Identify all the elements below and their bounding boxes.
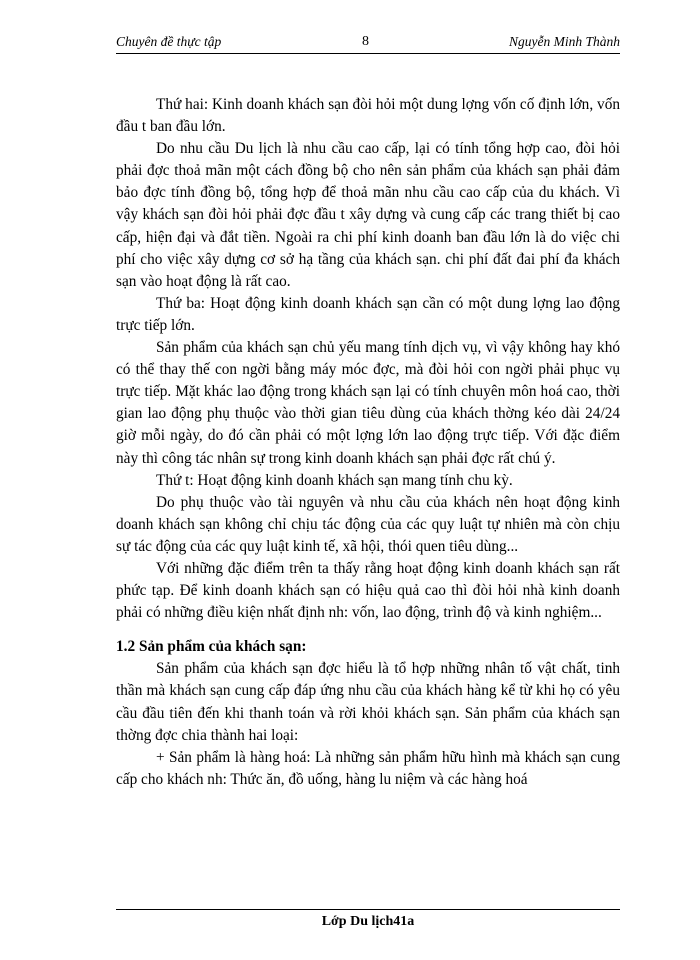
paragraph: Thứ t: Hoạt động kinh doanh khách sạn mang tính chu kỳ.	[156, 471, 513, 489]
paragraph: Sản phẩm của khách sạn chủ yếu mang tính dịch vụ, vì vậy không hay khó có thể thay thế con ngời bằng máy móc đợc, mà đòi hỏi con ngời phải phục vụ trực tiếp. Mặt khác lao động trong khách sạn lại có tính chuyên môn hoá cao, thời gian lao động phụ thuộc vào thời gian tiêu dùng của khách thờng kéo dài 24/24 giờ mỗi ngày, do đó cần phải có một lợng lớn lao động trực tiếp. Với đặc điểm này thì công tác nhân sự trong kinh doanh khách sạn phải đợc rất chú ý.	[116, 339, 620, 467]
header-divider	[116, 53, 620, 54]
paragraph: + Sản phẩm là hàng hoá: Là những sản phẩm hữu hình mà khách sạn cung cấp cho khách nh: Thức ăn, đồ uống, hàng lu niệm và các hàng hoá	[116, 748, 620, 788]
document-body	[116, 94, 620, 791]
paragraph: Sản phẩm của khách sạn đợc hiểu là tổ hợp những nhân tố vật chất, tinh thần mà khách sạn cung cấp đáp ứng nhu cầu của khách hàng kể từ khi họ có yêu cầu đầu tiên đến khi thanh toán và rời khỏi khách sạn. Sản phẩm của khách sạn thờng đợc chia thành hai loại:	[116, 660, 620, 744]
page-footer: Lớp Du lịch41a	[321, 914, 415, 929]
footer-divider	[116, 909, 620, 910]
header-title: Chuyên đề thực tập	[116, 34, 222, 49]
page-header	[116, 34, 620, 52]
paragraph: Thứ ba: Hoạt động kinh doanh khách sạn cần có một dung lợng lao động trực tiếp lớn.	[116, 294, 620, 334]
paragraph: Do phụ thuộc vào tài nguyên và nhu cầu của khách nên hoạt động kinh doanh khách sạn không chỉ chịu tác động của các quy luật tự nhiên mà còn chịu sự tác động của các quy luật kinh tế, xã hội, thói quen tiêu dùng...	[116, 493, 620, 555]
paragraph: Do nhu cầu Du lịch là nhu cầu cao cấp, lại có tính tổng hợp cao, đòi hỏi phải đợc thoả mãn một cách đồng bộ cho nên sản phẩm của khách sạn phải đảm bảo đợc tính đồng bộ, tổng hợp để thoả mãn nhu cầu cao cấp của du khách. Vì vậy khách sạn đòi hỏi phải đợc đầu t xây dựng và cung cấp các trang thiết bị cao cấp, hiện đại và đắt tiền. Ngoài ra chi phí kinh doanh ban đầu lớn là do việc chi phí cho việc xây dựng cơ sở hạ tầng của khách sạn. chi phí đất đai phí đa khách sạn vào hoạt động là rất cao.	[116, 140, 620, 290]
header-author: Nguyễn Minh Thành	[509, 34, 620, 49]
paragraph: Thứ hai: Kinh doanh khách sạn đòi hỏi một dung lợng vốn cố định lớn, vốn đầu t ban đầu lớn.	[116, 96, 620, 136]
page-number: 8	[362, 34, 369, 49]
section-heading: 1.2 Sản phẩm của khách sạn:	[116, 638, 307, 656]
paragraph: Với những đặc điểm trên ta thấy rằng hoạt động kinh doanh khách sạn rất phức tạp. Để kinh doanh khách sạn có hiệu quả cao thì đòi hỏi nhà kinh doanh phải có những điều kiện nhất định nh: vốn, lao động, trình độ và kinh nghiệm...	[116, 559, 620, 622]
